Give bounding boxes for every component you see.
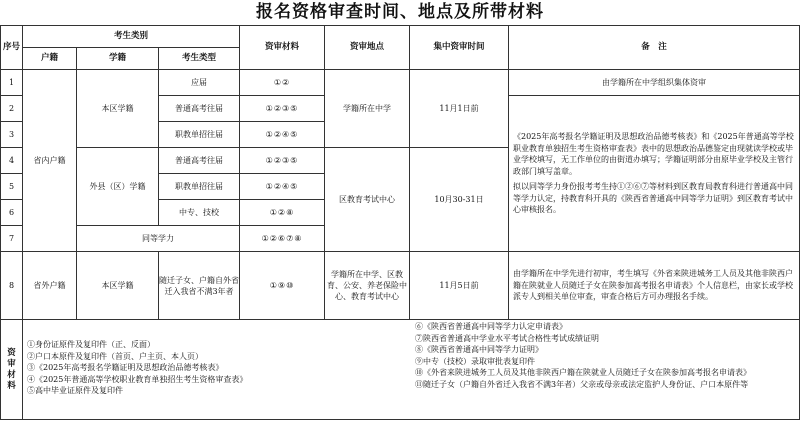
xueji-other: 外县（区）学籍 xyxy=(77,148,159,226)
row-6-no: 6 xyxy=(1,200,23,226)
material-item: ⑧《陕西省普通高中同等学力证明》 xyxy=(415,345,543,354)
row-7-type: 同等学力 xyxy=(77,226,240,252)
row-6-materials: ①②⑧ xyxy=(240,200,325,226)
time-nov1: 11月1日前 xyxy=(410,70,509,148)
remark-middle xyxy=(509,96,800,252)
header-location: 资审地点 xyxy=(325,26,410,70)
header-huji: 户籍 xyxy=(23,48,77,70)
header-materials: 资审材料 xyxy=(240,26,325,70)
row-8-materials: ①⑨⑩ xyxy=(240,252,325,320)
review-table xyxy=(0,25,800,420)
time-nov5: 11月5日前 xyxy=(410,252,509,320)
row-3-materials: ①②④⑤ xyxy=(240,122,325,148)
row-2-materials: ①②③⑤ xyxy=(240,96,325,122)
material-item: ①身份证原件及复印件（正、反面） xyxy=(27,340,155,349)
material-item: ②户口本原件及复印件（首页、户主页、本人页） xyxy=(27,351,203,361)
row-3-type: 职教单招往届 xyxy=(159,122,240,148)
row-5-no: 5 xyxy=(1,174,23,200)
time-oct30-31: 10月30-31日 xyxy=(410,148,509,252)
material-item: ④《2025年普通高等学校职业教育单独招生考生资格审查表》 xyxy=(27,374,248,384)
row-4-no: 4 xyxy=(1,148,23,174)
remark-row1: 由学籍所在中学组织集体资审 xyxy=(509,70,800,96)
row-5-materials: ①②④⑤ xyxy=(240,174,325,200)
row-3-no: 3 xyxy=(1,122,23,148)
materials-left-list xyxy=(23,320,411,398)
huji-local: 省内户籍 xyxy=(23,70,77,252)
material-item: ⑩《外省来陕进城务工人员及其他非陕西户籍在陕就业人员随迁子女在陕参加高考报名申请表》 xyxy=(415,368,751,377)
header-remarks: 备 注 xyxy=(509,26,800,70)
materials-right-list xyxy=(411,320,799,398)
header-xueji: 学籍 xyxy=(77,48,159,70)
materials-legend xyxy=(23,320,800,420)
row-2-no: 2 xyxy=(1,96,23,122)
material-item: ⑤高中毕业证原件及复印件 xyxy=(27,386,123,395)
header-type: 考生类型 xyxy=(159,48,240,70)
row-8-type: 随迁子女、户籍自外省迁入我省不满3年者 xyxy=(159,252,240,320)
row-5-type: 职教单招往届 xyxy=(159,174,240,200)
row-4-materials: ①②③⑤ xyxy=(240,148,325,174)
material-item: ⑪随迁子女（户籍自外省迁入我省不满3年者）父亲或母亲或法定监护人身份证、户口本原件等 xyxy=(415,379,749,389)
material-item: ③《2025年高考报名学籍证明及思想政治品德考核表》 xyxy=(27,363,224,372)
row-8-no: 8 xyxy=(1,252,23,320)
header-category: 考生类别 xyxy=(23,26,240,48)
row-6-type: 中专、技校 xyxy=(159,200,240,226)
huji-other: 省外户籍 xyxy=(23,252,77,320)
material-item: ⑨中专（技校）录取审批表复印件 xyxy=(415,356,535,366)
xueji-local-8: 本区学籍 xyxy=(77,252,159,320)
row-1-no: 1 xyxy=(1,70,23,96)
header-time: 集中资审时间 xyxy=(410,26,509,70)
materials-label-cell xyxy=(1,320,23,420)
remark-row8: 由学籍所在中学先进行初审，考生填写《外省来陕进城务工人员及其他非陕西户籍在陕就业人员随迁子女在陕参加高考报名申请表》个人信息栏，由家长或学校派专人到相关单位审查，审查合格后方可办理报名手续。 xyxy=(509,252,800,320)
material-item: ⑦陕西省普通高中学业水平考试合格性考试成绩证明 xyxy=(415,333,599,343)
remark-middle-1: 《2025年高考报名学籍证明及思想政治品德考核表》和《2025年普通高等学校职业教育单独招生考生资格审查表》表中的思想政治品德鉴定由现就读学校或毕业学校填写，无工作单位的由街道办填写；学籍证明部分由原毕业学校及主管行政部门填写盖章。 xyxy=(513,132,794,176)
row-1-materials: ①② xyxy=(240,70,325,96)
material-item: ⑥《陕西省普通高中同等学力认定申请表》 xyxy=(415,322,567,331)
header-seq: 序号 xyxy=(1,26,23,70)
location-school: 学籍所在中学 xyxy=(325,70,410,148)
location-multi: 学籍所在中学、区教育、公安、养老保险中心、教育考试中心 xyxy=(325,252,410,320)
row-1-type: 应届 xyxy=(159,70,240,96)
xueji-local: 本区学籍 xyxy=(77,70,159,148)
row-2-type: 普通高考往届 xyxy=(159,96,240,122)
row-4-type: 普通高考往届 xyxy=(159,148,240,174)
page-title: 报名资格审查时间、地点及所带材料 xyxy=(256,2,544,22)
remark-middle-2: 拟以同等学力身份报考考生持①②⑥⑦等材料到区教育局教育科进行普通高中同等学力认定，持教育科开具的《陕西省普通高中同等学力证明》到区教育考试中心审核报名。 xyxy=(513,182,793,215)
materials-label: 资审材料 xyxy=(7,347,16,391)
row-7-no: 7 xyxy=(1,226,23,252)
location-exam-center: 区教育考试中心 xyxy=(325,148,410,252)
row-7-materials: ①②⑥⑦⑧ xyxy=(240,226,325,252)
